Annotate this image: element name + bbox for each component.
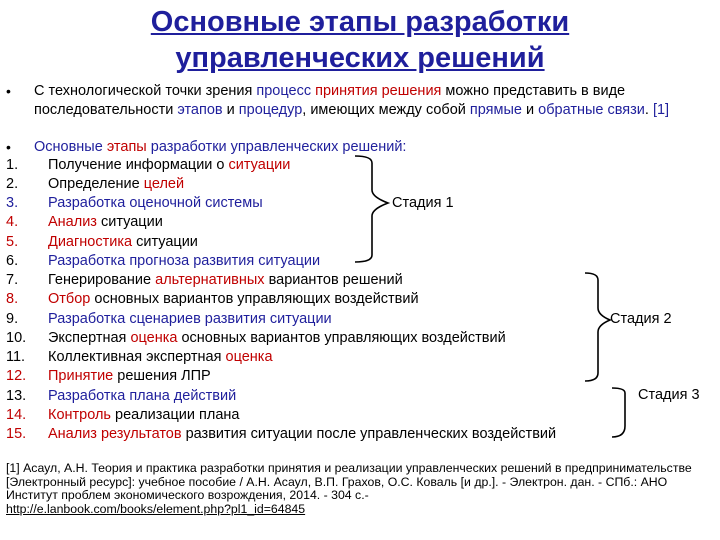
stage-2-label: Стадия 2 [610,311,672,327]
bullet-icon: • [6,83,11,99]
list-item: Контроль реализации плана [48,407,240,423]
list-item: Генерирование альтернативных вариантов решений [48,272,403,288]
citation-marker: [1] [652,102,670,118]
stage-3-bracket [612,388,625,437]
step-number: 5. [6,234,19,250]
stage-2-bracket [585,273,610,381]
step-number: 1. [6,157,19,173]
step-number: 4. [6,214,19,230]
page-title-line-1: Основные этапы разработки [150,6,570,38]
list-item: Отбор основных вариантов управляющих воздействий [48,291,419,307]
step-number: 13. [6,388,27,404]
list-item: Разработка сценариев развития ситуации [48,311,332,327]
page-title-line-2: управленческих решений [175,42,545,74]
step-number: 9. [6,311,19,327]
reference-link[interactable]: http://e.lanbook.com/books/element.php?pl1_id=64845 [6,501,306,516]
reference-footnote [6,462,706,516]
step-number: 12. [6,368,27,384]
stage-1-bracket [355,156,388,262]
list-item: Разработка оценочной системы [48,195,263,211]
list-item: Принятие решения ЛПР [48,368,211,384]
list-item: Диагностика ситуации [48,234,198,250]
stages-heading: Основные этапы разработки управленческих решений: [34,139,407,155]
step-number: 3. [6,195,19,211]
stage-3-label: Стадия 3 [638,387,700,403]
list-item: Разработка плана действий [48,388,237,404]
step-number: 6. [6,253,19,269]
list-item: Разработка прогноза развития ситуации [48,253,321,269]
list-item: Анализ результатов развития ситуации после управленческих воздействий [48,426,557,442]
list-item: Экспертная оценка основных вариантов управляющих воздействий [48,330,506,346]
step-number: 14. [6,407,27,423]
list-item: Получение информации о ситуации [48,157,291,173]
step-number: 15. [6,426,27,442]
intro-paragraph: С технологической точки зрения процесс принятия решения можно представить в виде последовательности этапов и процедур, имеющих между собой прямые и обратные связи. [1] [34,83,670,118]
list-item: Коллективная экспертная оценка [48,349,273,365]
stage-1-label: Стадия 1 [392,195,454,211]
bullet-icon: • [6,139,11,155]
list-item: Определение целей [48,176,185,192]
step-number: 7. [6,272,19,288]
step-number: 11. [6,349,26,365]
list-item: Анализ ситуации [48,214,163,230]
reference-text: [1] Асаул, А.Н. Теория и практика разработки принятия и реализации управленческих решений в предпринимательстве [Электронный ресурс]: учебное пособие / А.Н. Асаул, В.П. Грахов, О.С. Коваль [и др.]. - Электрон. дан. - СПб.: АНО Институт проблем экономического возрождения, 2014. - 304 с.- [6,461,692,503]
step-number: 2. [6,176,19,192]
step-number: 10. [6,330,27,346]
step-number: 8. [6,291,19,307]
